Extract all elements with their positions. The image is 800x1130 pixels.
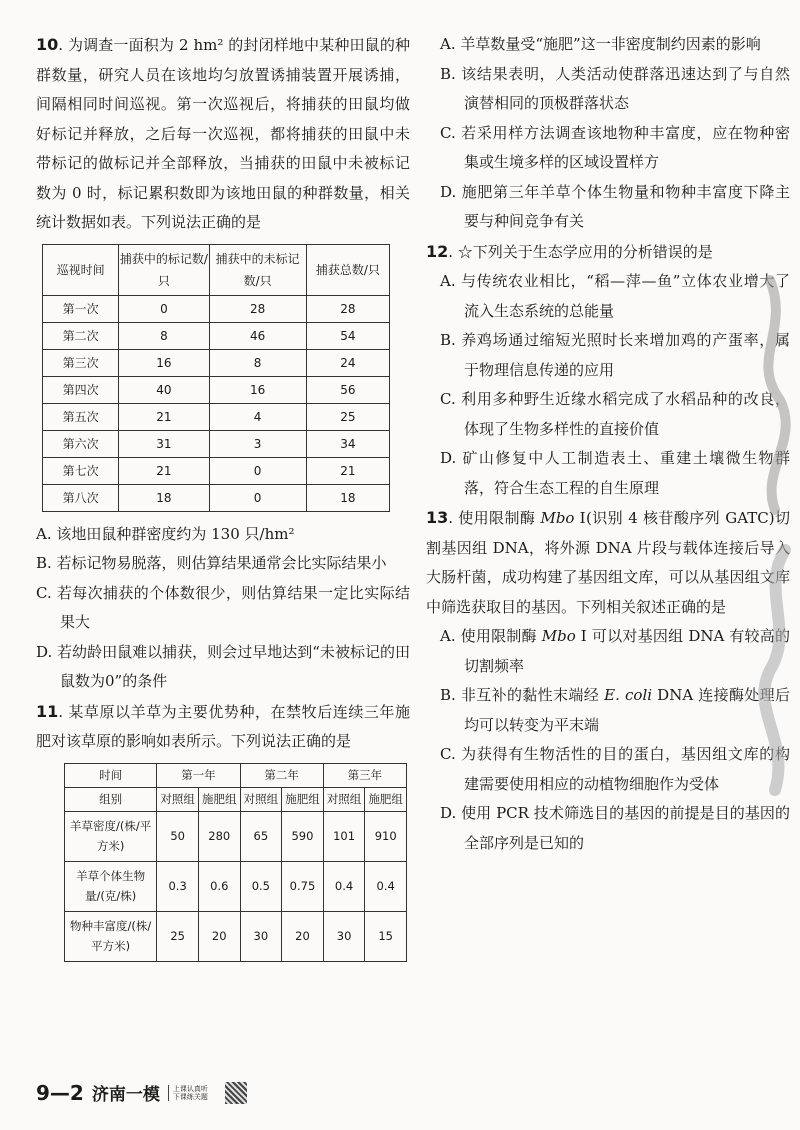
option-text: Ⅰ 可以对基因组 DNA 有较高的切割频率 xyxy=(464,627,790,675)
table-cell: 第四次 xyxy=(43,376,119,403)
table-header: 组别 xyxy=(65,787,157,811)
left-column xyxy=(36,30,410,962)
table-cell: 31 xyxy=(119,430,209,457)
table-row xyxy=(43,295,390,322)
question-11-option-b: B. 该结果表明，人类活动使群落迅速达到了与自然演替相同的顶极群落状态 xyxy=(440,64,790,112)
table-row-label: 物种丰富度/(株/平方米) xyxy=(65,911,157,961)
table-header: 对照组 xyxy=(240,787,282,811)
question-11-option-c: C. 若采用样方法调查该地物种丰富度，应在物种密集或生境多样的区域设置样方 xyxy=(440,123,790,171)
table-cell: 第六次 xyxy=(43,430,119,457)
enzyme-name: Mbo xyxy=(540,509,575,527)
table-header: 对照组 xyxy=(323,787,365,811)
table-cell: 16 xyxy=(119,349,209,376)
table-header-row xyxy=(65,787,407,811)
page-footer xyxy=(36,1080,247,1105)
table-cell: 46 xyxy=(209,322,306,349)
question-12-option-c: C. 利用多种野生近缘水稻完成了水稻品种的改良，体现了生物多样性的直接价值 xyxy=(440,390,790,438)
table-header: 第二年 xyxy=(240,763,323,787)
table-cell: 0.75 xyxy=(282,861,324,911)
ink-brush-decoration xyxy=(730,270,800,830)
table-cell: 8 xyxy=(119,322,209,349)
footer-slogan xyxy=(168,1085,217,1101)
question-10-stem xyxy=(36,30,410,238)
option-text: A. 使用限制酶 xyxy=(440,627,542,645)
table-cell: 0.6 xyxy=(198,861,240,911)
question-10-option-c: C. 若每次捕获的个体数很少，则估算结果一定比实际结果大 xyxy=(36,583,410,631)
question-11-option-d: D. 施肥第三年羊草个体生物量和物种丰富度下降主要与种间竞争有关 xyxy=(440,182,790,230)
enzyme-name: Mbo xyxy=(541,627,576,645)
table-cell: 101 xyxy=(323,811,365,861)
question-12-stem xyxy=(426,237,790,268)
table-cell: 15 xyxy=(365,911,407,961)
table-cell: 25 xyxy=(157,911,199,961)
page-number: 9—2 xyxy=(36,1080,84,1105)
table-row-label: 羊草密度/(株/平方米) xyxy=(65,811,157,861)
table-row xyxy=(43,430,390,457)
table-cell: 4 xyxy=(209,403,306,430)
table-cell: 24 xyxy=(306,349,389,376)
question-10-option-d: D. 若幼龄田鼠难以捕获，则会过早地达到“未被标记的田鼠数为0”的条件 xyxy=(36,642,410,690)
table-row xyxy=(65,811,407,861)
table-cell: 第七次 xyxy=(43,457,119,484)
species-name: E. coli xyxy=(604,686,653,704)
table-cell: 280 xyxy=(198,811,240,861)
question-10-text: . 为调查一面积为 2 hm² 的封闭样地中某种田鼠的种群数量，研究人员在该地均匀放置诱捕装置开展诱捕，间隔相同时间巡视。第一次巡视后，将捕获的田鼠均做好标记并释放，之后每一次巡视，都将捕获的田鼠中未带标记的做标记并全部释放，当捕获的田鼠中未被标记数为 0 时，标记累积数即为该地田鼠的种群数量，相关统计数据如表。下列说法正确的是 xyxy=(36,36,410,231)
question-13-number: 13 xyxy=(426,508,449,527)
question-13-text: Ⅰ(识别 4 核苷酸序列 GATC)切割基因组 DNA，将外源 DNA 片段与载体连接后导入大肠杆菌，成功构建了基因组文库，可以从基因组文库中筛选获取目的基因。下列相关叙述正确的是 xyxy=(426,509,790,616)
table-header: 第三年 xyxy=(323,763,406,787)
table-cell: 50 xyxy=(157,811,199,861)
table-header: 捕获中的标记数/只 xyxy=(119,244,209,295)
table-cell: 65 xyxy=(240,811,282,861)
table-cell: 0.5 xyxy=(240,861,282,911)
table-row xyxy=(43,376,390,403)
table-cell: 40 xyxy=(119,376,209,403)
table-cell: 18 xyxy=(306,484,389,511)
table-cell: 3 xyxy=(209,430,306,457)
question-13-option-c: C. 为获得有生物活性的目的蛋白，基因组文库的构建需要使用相应的动植物细胞作为受体 xyxy=(440,745,790,793)
table-header: 时间 xyxy=(65,763,157,787)
footer-slogan-line: 上课认真听 xyxy=(172,1084,208,1093)
table-cell: 25 xyxy=(306,403,389,430)
table-cell: 0.4 xyxy=(323,861,365,911)
table-header: 对照组 xyxy=(157,787,199,811)
table-cell: 第三次 xyxy=(43,349,119,376)
question-13-option-d: D. 使用 PCR 技术筛选目的基因的前提是目的基因的全部序列是已知的 xyxy=(440,804,790,852)
table-cell: 0 xyxy=(209,484,306,511)
table-row-label: 羊草个体生物量/(克/株) xyxy=(65,861,157,911)
question-11-text: . 某草原以羊草为主要优势种，在禁牧后连续三年施肥对该草原的影响如表所示。下列说法正确的是 xyxy=(36,702,410,750)
table-header: 捕获总数/只 xyxy=(306,244,389,295)
question-11-option-a: A. 羊草数量受“施肥”这一非密度制约因素的影响 xyxy=(440,35,761,53)
table-cell: 第五次 xyxy=(43,403,119,430)
question-12-number: 12 xyxy=(426,241,449,261)
question-13-text: . 使用限制酶 xyxy=(448,509,541,527)
table-cell: 0 xyxy=(119,295,209,322)
option-text: DNA 连接酶处理后均可以转变为平末端 xyxy=(464,686,791,734)
table-cell: 8 xyxy=(209,349,306,376)
table-header-row xyxy=(43,244,390,295)
table-cell: 18 xyxy=(119,484,209,511)
option-text: B. 非互补的黏性末端经 xyxy=(440,686,605,704)
table-row xyxy=(43,349,390,376)
table-cell: 0.3 xyxy=(157,861,199,911)
table-q10 xyxy=(42,244,390,512)
table-header: 捕获中的未标记数/只 xyxy=(209,244,306,295)
table-cell: 21 xyxy=(119,457,209,484)
table-cell: 第一次 xyxy=(43,295,119,322)
table-row xyxy=(65,911,407,961)
table-cell: 34 xyxy=(306,430,389,457)
table-cell: 16 xyxy=(209,376,306,403)
table-q11 xyxy=(64,763,407,962)
question-12-text: . ☆下列关于生态学应用的分析错误的是 xyxy=(448,242,713,261)
table-cell: 21 xyxy=(306,457,389,484)
table-cell: 28 xyxy=(306,295,389,322)
table-header: 巡视时间 xyxy=(43,244,119,295)
exam-name: 济南一模 xyxy=(91,1085,160,1105)
table-row xyxy=(43,484,390,511)
table-row xyxy=(43,322,390,349)
table-cell: 54 xyxy=(306,322,389,349)
question-10-option-b: B. 若标记物易脱落，则估算结果通常会比实际结果小 xyxy=(36,554,387,572)
footer-slogan-line: 下课练关题 xyxy=(172,1092,208,1101)
question-12-option-b: B. 养鸡场通过缩短光照时长来增加鸡的产蛋率，属于物理信息传递的应用 xyxy=(440,331,790,379)
table-cell: 910 xyxy=(365,811,407,861)
table-row xyxy=(43,403,390,430)
question-10-number: 10 xyxy=(36,35,59,54)
table-cell: 30 xyxy=(323,911,365,961)
table-row xyxy=(65,861,407,911)
table-q11-body xyxy=(65,811,407,961)
table-cell: 第八次 xyxy=(43,484,119,511)
table-cell: 56 xyxy=(306,376,389,403)
table-cell: 21 xyxy=(119,403,209,430)
question-12-option-a: A. 与传统农业相比，“稻—萍—鱼”立体农业增大了流入生态系统的总能量 xyxy=(440,272,790,320)
table-cell: 30 xyxy=(240,911,282,961)
table-header: 施肥组 xyxy=(198,787,240,811)
table-cell: 0.4 xyxy=(365,861,407,911)
table-header: 施肥组 xyxy=(365,787,407,811)
table-cell: 28 xyxy=(209,295,306,322)
table-cell: 20 xyxy=(282,911,324,961)
table-cell: 第二次 xyxy=(43,322,119,349)
table-header: 施肥组 xyxy=(282,787,324,811)
table-cell: 0 xyxy=(209,457,306,484)
table-header: 第一年 xyxy=(157,763,240,787)
question-11-stem xyxy=(36,697,410,757)
question-11-number: 11 xyxy=(36,701,59,721)
table-cell: 590 xyxy=(282,811,324,861)
table-row xyxy=(43,457,390,484)
table-header-row xyxy=(65,763,407,787)
table-q10-body xyxy=(43,295,390,511)
table-cell: 20 xyxy=(198,911,240,961)
question-12-option-d: D. 矿山修复中人工制造表土、重建土壤微生物群落，符合生态工程的自生原理 xyxy=(440,449,790,497)
qr-code-icon xyxy=(225,1082,247,1104)
question-10-option-a: A. 该地田鼠种群密度约为 130 只/hm² xyxy=(36,524,295,543)
